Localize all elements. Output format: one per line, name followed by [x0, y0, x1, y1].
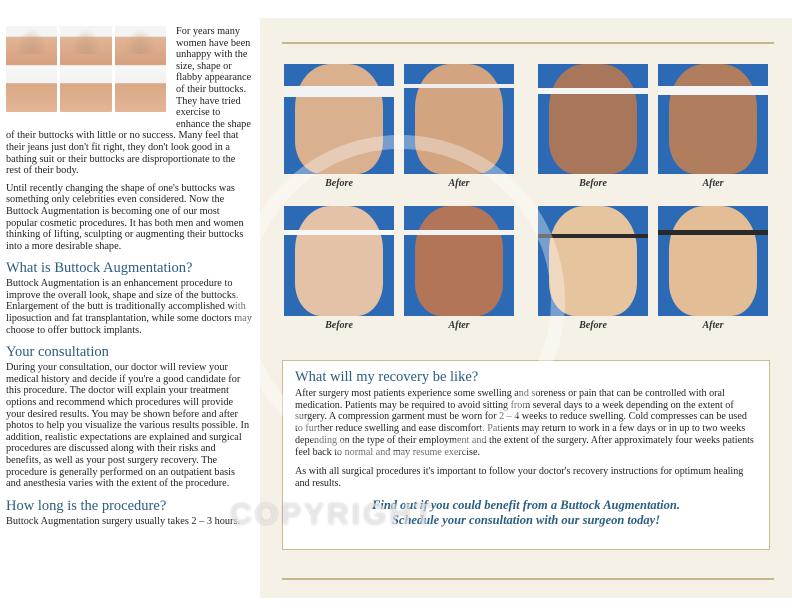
recovery-paragraph-1: After surgery most patients experience some swelling and soreness or pain that can be controlled with oral medication. Patients may be required to avoid sitting from several days to a week depending on the extent of surgery. A compression garment must be worn for 2 – 4 weeks to reduce swelling. Cold compresses can be used to further reduce swelling and ease discomfort. Patients may return to work in a few days or in up to two weeks depending on the type of their employment and the extent of the surgery. After approximately four weeks patients feel back to normal and may resume exercise. — [295, 388, 754, 458]
intro-paragraph-2: Until recently changing the shape of one's buttocks was something only celebrities even considered. Now the Buttock Augmentation is becoming one of our most popular cosmetic procedures. It has both men and women thinking of lifting, sculpting or augmenting their buttocks into a more desirable shape. — [6, 182, 244, 252]
consultation-paragraph: During your consultation, our doctor will review your medical history and decide if you're a good candidate for this procedure. The doctor will explain your treatment options and recommend which procedures will provide your desired results. You may be shown before and after photos to help you visualize the various results possible. In addition, realistic expectations are explained and surgical procedures are discussed along with their risks and benefits, as well as your post surgery recovery. The procedure is generally performed on an outpatient basis and anesthesia varies with the extent of the procedure. — [6, 362, 250, 490]
top-rule — [282, 42, 774, 44]
what-paragraph: Buttock Augmentation is an enhancement procedure to improve the overall look, shape and size of the buttocks. Enlargement of the butt is traditionally accomplished with liposuction and fat transplantation, while some doctors may choose to offer buttock implants. — [6, 278, 252, 336]
caption-4: After — [702, 178, 724, 189]
caption-5: Before — [325, 320, 353, 331]
intro-photo-2 — [60, 26, 111, 112]
caption-6: After — [448, 320, 470, 331]
caption-8: After — [702, 320, 724, 331]
caption-7: Before — [579, 320, 607, 331]
cta-line-2: Schedule your consultation with our surgeon today! — [391, 512, 661, 527]
photo-after-4 — [658, 206, 768, 316]
intro-photo-strip — [6, 26, 166, 116]
cta-line-1: Find out if you could benefit from a Buttock Augmentation. — [372, 497, 680, 512]
photo-before-2 — [538, 64, 648, 174]
intro-photo-3 — [115, 26, 166, 112]
left-column — [6, 26, 252, 533]
watermark-circle — [235, 135, 565, 465]
what-heading: What is Buttock Augmentation? — [6, 260, 193, 277]
caption-1: Before — [325, 178, 353, 189]
copyright-watermark: COPYRIGHT — [230, 498, 436, 531]
duration-heading: How long is the procedure? — [6, 497, 167, 514]
intro-photo-1 — [6, 26, 57, 112]
caption-2: After — [448, 178, 470, 189]
caption-3: Before — [579, 178, 607, 189]
recovery-heading: What will my recovery be like? — [295, 369, 479, 385]
intro-paragraph-1: For years many women have been unhappy with the size, shape or flabby appearance of their buttocks. They have tried exercise to enhance the shape of their buttocks with little or no success. Many feel that their jeans just don't fit right, they don't look good in a bathing suit or their buttocks are disproportionate to the rest of their body. — [6, 26, 252, 177]
consultation-heading: Your consultation — [6, 344, 109, 361]
bottom-rule — [282, 578, 774, 580]
duration-paragraph: Buttock Augmentation surgery usually takes 2 – 3 hours. — [6, 515, 241, 527]
photo-after-2 — [658, 64, 768, 174]
recovery-paragraph-2: As with all surgical procedures it's important to follow your doctor's recovery instructions for optimum healing and results. — [295, 466, 744, 489]
